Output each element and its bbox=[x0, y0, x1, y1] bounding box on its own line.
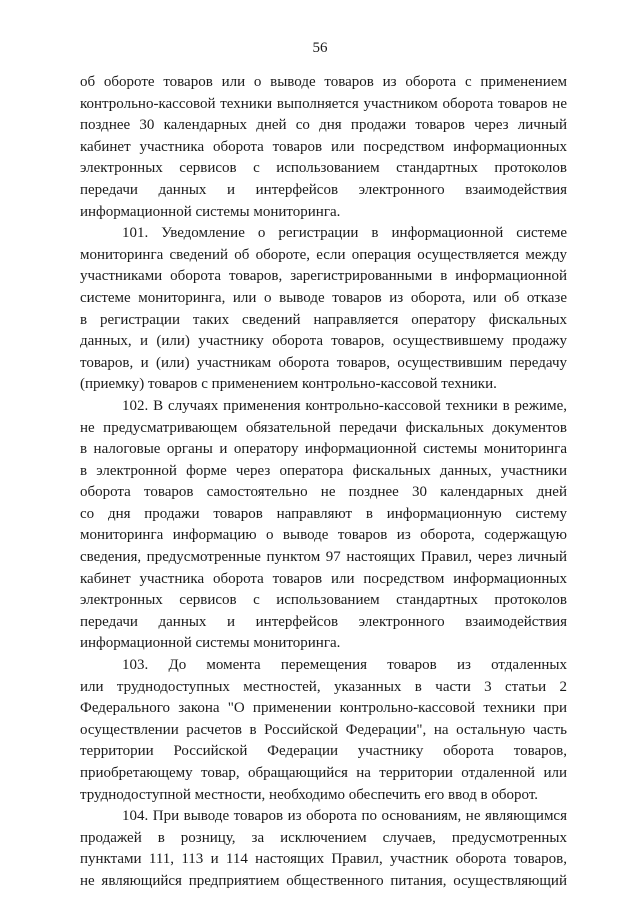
text-line: кабинет участника оборота товаров или посредством информационных bbox=[80, 138, 567, 155]
paragraph-item-103 bbox=[80, 655, 567, 806]
text-line: системе мониторинга, или о выводе товаров из оборота, или об отказе bbox=[80, 289, 567, 306]
document-body bbox=[80, 72, 567, 893]
paragraph-item-101 bbox=[80, 223, 567, 396]
text-line: мониторинга информацию о выводе товаров из оборота, содержащую bbox=[80, 527, 567, 544]
text-line: участниками оборота товаров, зарегистрированными в информационной bbox=[80, 268, 567, 285]
text-line: в налоговые органы и оператору информационной системы мониторинга bbox=[80, 441, 567, 458]
text-line: 102. В случаях применения контрольно-кассовой техники в режиме, bbox=[122, 397, 567, 414]
paragraph-item-104 bbox=[80, 806, 567, 892]
text-line: позднее 30 календарных дней со дня продажи товаров через личный bbox=[80, 117, 567, 134]
text-line: электронных сервисов с использованием стандартных протоколов bbox=[80, 592, 567, 609]
text-line: осуществлении расчетов в Российской Федерации", на остальную часть bbox=[80, 721, 567, 738]
text-line: мониторинга сведений об обороте, если операция осуществляется между bbox=[80, 246, 567, 263]
text-line: труднодоступной местности, необходимо обеспечить его ввод в оборот. bbox=[80, 786, 538, 803]
text-line: Федерального закона "О применении контрольно-кассовой техники при bbox=[80, 700, 567, 717]
text-line: передачи данных и интерфейсов электронного взаимодействия bbox=[80, 181, 567, 198]
text-line: оборота товаров самостоятельно не позднее 30 календарных дней bbox=[80, 484, 567, 501]
text-line: приобретающему товар, обращающийся на территории отдаленной или bbox=[80, 765, 567, 781]
text-line: территории Российской Федерации участнику оборота товаров, bbox=[80, 743, 567, 760]
paragraph-continuation bbox=[80, 72, 567, 223]
page-number: 56 bbox=[312, 40, 328, 56]
text-line: не являющийся предприятием общественного питания, осуществляющий bbox=[80, 872, 567, 889]
text-line: в регистрации таких сведений направляется оператору фискальных bbox=[80, 311, 567, 328]
text-line: электронных сервисов с использованием стандартных протоколов bbox=[80, 160, 567, 177]
text-line: товаров, и (или) участникам оборота товаров, осуществившим передачу bbox=[80, 354, 567, 371]
text-line: кабинет участника оборота товаров или посредством информационных bbox=[80, 570, 567, 587]
text-line: со дня продажи товаров направляют в информационную систему bbox=[80, 505, 567, 522]
text-line: пунктами 111, 113 и 114 настоящих Правил, участник оборота товаров, bbox=[80, 851, 567, 868]
text-line: информационной системы мониторинга. bbox=[80, 635, 341, 652]
text-line: информационной системы мониторинга. bbox=[80, 203, 341, 220]
text-line: об обороте товаров или о выводе товаров из оборота с применением bbox=[80, 74, 567, 90]
text-line: в электронной форме через оператора фискальных данных, участники bbox=[80, 462, 567, 479]
text-line: не предусматривающем обязательной передачи фискальных документов bbox=[80, 419, 567, 436]
text-line: 101. Уведомление о регистрации в информационной системе bbox=[122, 225, 567, 242]
text-line: или труднодоступных местностей, указанных в части 3 статьи 2 bbox=[80, 678, 567, 695]
text-line: передачи данных и интерфейсов электронного взаимодействия bbox=[80, 613, 567, 630]
text-line: данных, и (или) участнику оборота товаров, осуществившему продажу bbox=[80, 333, 567, 350]
text-line: контрольно-кассовой техники выполняется участником оборота товаров не bbox=[80, 95, 567, 112]
paragraph-item-102 bbox=[80, 396, 567, 655]
text-line: 104. При выводе товаров из оборота по основаниям, не являющимся bbox=[122, 808, 567, 825]
text-line: (приемку) товаров с применением контрольно-кассовой техники. bbox=[80, 376, 497, 393]
text-line: 103. До момента перемещения товаров из отдаленных bbox=[122, 657, 567, 674]
text-line: сведения, предусмотренные пунктом 97 настоящих Правил, через личный bbox=[80, 549, 567, 566]
text-line: продажей в розницу, за исключением случаев, предусмотренных bbox=[80, 829, 567, 846]
